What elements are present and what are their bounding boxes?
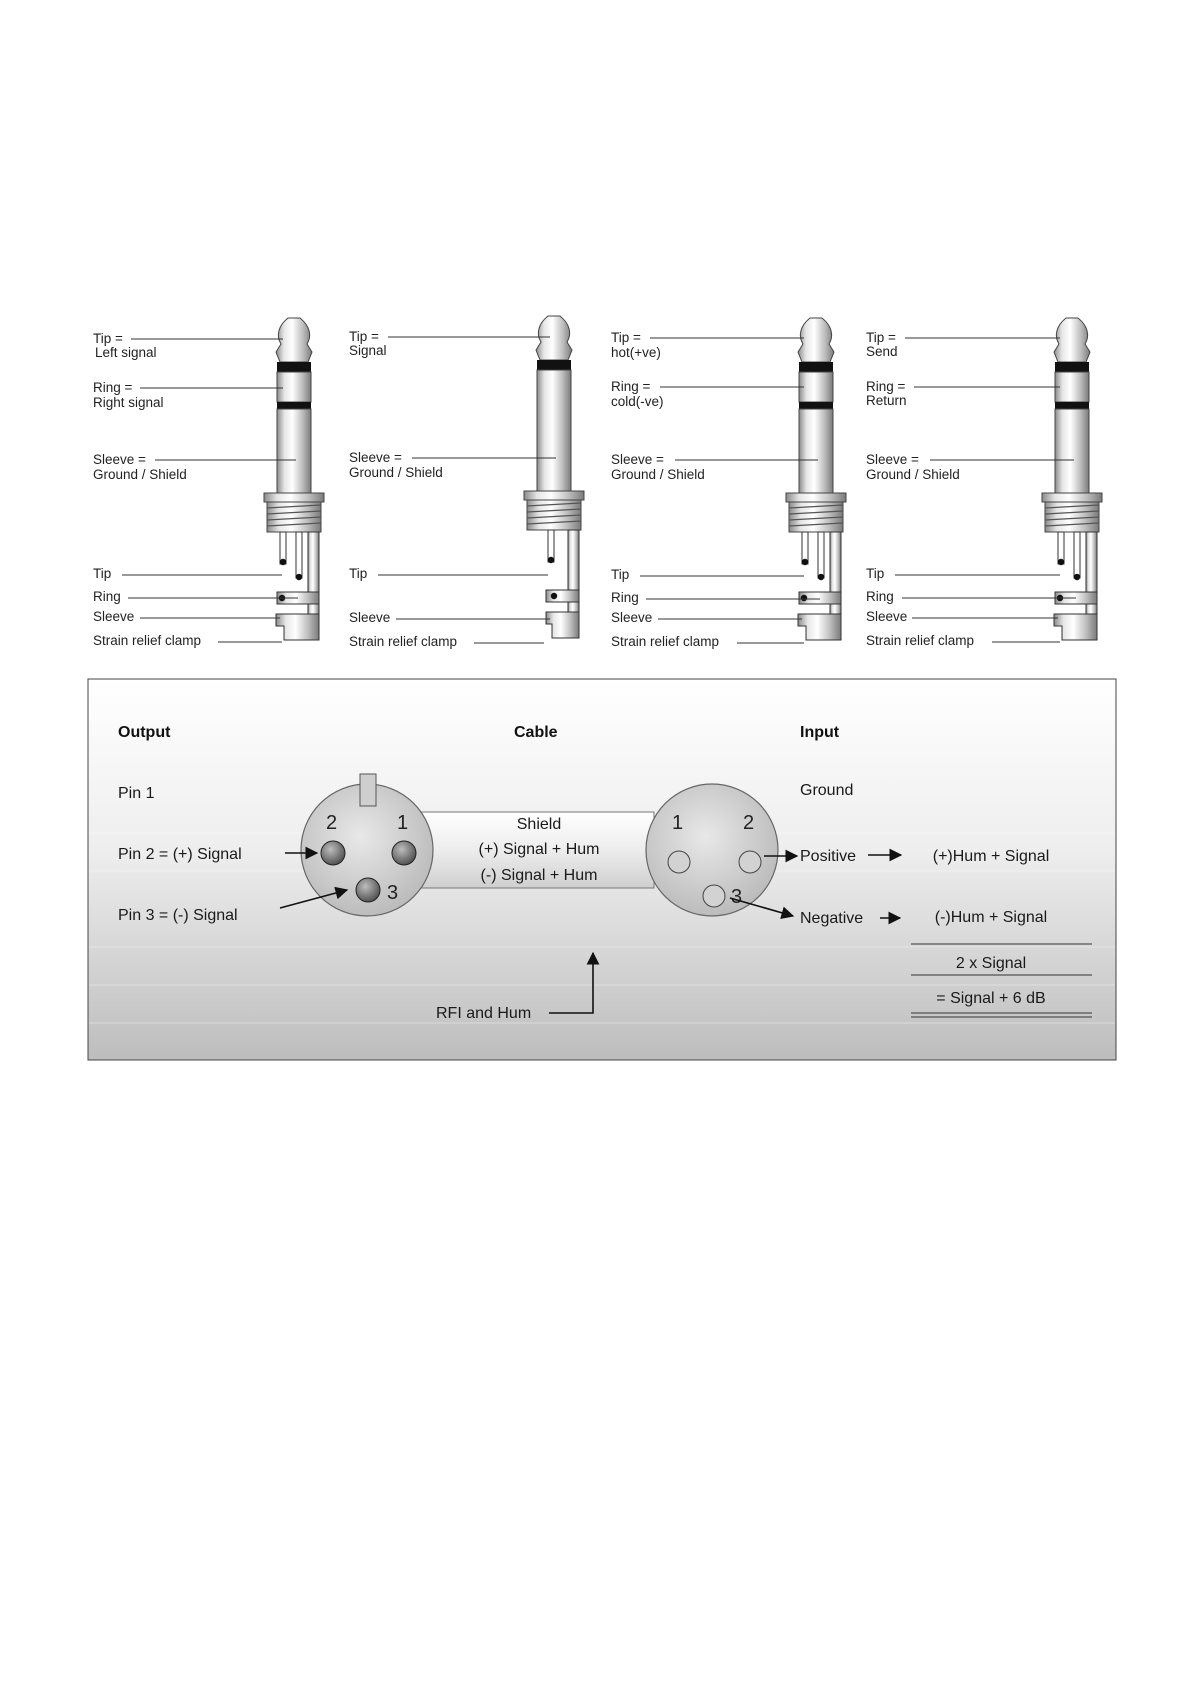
- tip-label: Tip =: [611, 330, 641, 345]
- sleeve-label: Sleeve =: [349, 450, 402, 465]
- output-pin2-label: Pin 2 = (+) Signal: [118, 846, 242, 863]
- male-pin1-number: 1: [397, 812, 409, 834]
- male-pin2-number: 2: [326, 812, 338, 834]
- sleeve-label: Sleeve =: [611, 452, 664, 467]
- female-pin3-number: 3: [731, 886, 743, 908]
- result-2x-signal: 2 x Signal: [955, 955, 1027, 972]
- tip-value: Send: [866, 344, 898, 359]
- input-negative-label: Negative: [800, 910, 864, 927]
- cable-minus-label: (-) Signal + Hum: [480, 867, 598, 884]
- male-pin3-number: 3: [387, 882, 399, 904]
- strain-relief-label: Strain relief clamp: [611, 634, 720, 649]
- result-plus-hum: (+)Hum + Signal: [932, 848, 1050, 865]
- pin-ring-label: Ring: [866, 589, 894, 604]
- ring-label: Ring =: [866, 379, 906, 394]
- tip-label: Tip =: [866, 330, 896, 345]
- tip-value: Left signal: [95, 345, 157, 360]
- input-positive-label: Positive: [800, 848, 857, 865]
- ts-plug-icon: [524, 316, 584, 638]
- strain-relief-label: Strain relief clamp: [349, 634, 458, 649]
- sleeve-label: Sleeve =: [866, 452, 919, 467]
- trs-plug-icon: [264, 318, 324, 640]
- pin-sleeve-label: Sleeve: [349, 610, 391, 625]
- input-ground-label: Ground: [800, 782, 854, 799]
- jack-mono: [349, 316, 584, 649]
- ring-label: Ring =: [611, 379, 651, 394]
- pin-tip-label: Tip: [93, 566, 112, 581]
- pin-ring-label: Ring: [93, 589, 121, 604]
- xlr-female-connector-icon: [646, 784, 778, 916]
- tip-label: Tip =: [93, 331, 123, 346]
- jack-balanced: [611, 318, 846, 649]
- female-pin1-number: 1: [672, 812, 684, 834]
- cable-shield-label: Shield: [516, 816, 562, 833]
- ring-label: Ring =: [93, 380, 133, 395]
- cable-header: Cable: [514, 724, 558, 741]
- jack-stereo: [93, 318, 324, 648]
- rfi-hum-label: RFI and Hum: [436, 1005, 532, 1022]
- ring-value: cold(-ve): [611, 394, 664, 409]
- strain-relief-label: Strain relief clamp: [866, 633, 975, 648]
- tip-value: hot(+ve): [611, 345, 661, 360]
- pin-sleeve-label: Sleeve: [93, 609, 135, 624]
- trs-plug-icon: [786, 318, 846, 640]
- tip-value: Signal: [349, 343, 387, 358]
- cable-plus-label: (+) Signal + Hum: [478, 841, 600, 858]
- output-pin1-label: Pin 1: [118, 785, 155, 802]
- pin-sleeve-label: Sleeve: [611, 610, 653, 625]
- pin-sleeve-label: Sleeve: [866, 609, 908, 624]
- sleeve-value: Ground / Shield: [349, 465, 443, 480]
- ring-value: Right signal: [93, 395, 164, 410]
- jack-insert: [866, 318, 1102, 648]
- result-minus-hum: (-)Hum + Signal: [934, 909, 1048, 926]
- trs-plug-icon: [1042, 318, 1102, 640]
- female-pin2-number: 2: [743, 812, 755, 834]
- sleeve-value: Ground / Shield: [93, 467, 187, 482]
- output-pin3-label: Pin 3 = (-) Signal: [118, 907, 238, 924]
- pin-ring-label: Ring: [611, 590, 639, 605]
- sleeve-value: Ground / Shield: [611, 467, 705, 482]
- ring-value: Return: [866, 393, 907, 408]
- pin-tip-label: Tip: [611, 567, 630, 582]
- strain-relief-label: Strain relief clamp: [93, 633, 202, 648]
- xlr-balanced-panel: [88, 679, 1116, 1060]
- pin-tip-label: Tip: [349, 566, 368, 581]
- output-header: Output: [118, 724, 171, 741]
- tip-label: Tip =: [349, 329, 379, 344]
- sleeve-label: Sleeve =: [93, 452, 146, 467]
- result-plus-6db: = Signal + 6 dB: [936, 990, 1046, 1007]
- sleeve-value: Ground / Shield: [866, 467, 960, 482]
- pin-tip-label: Tip: [866, 566, 885, 581]
- input-header: Input: [800, 724, 840, 741]
